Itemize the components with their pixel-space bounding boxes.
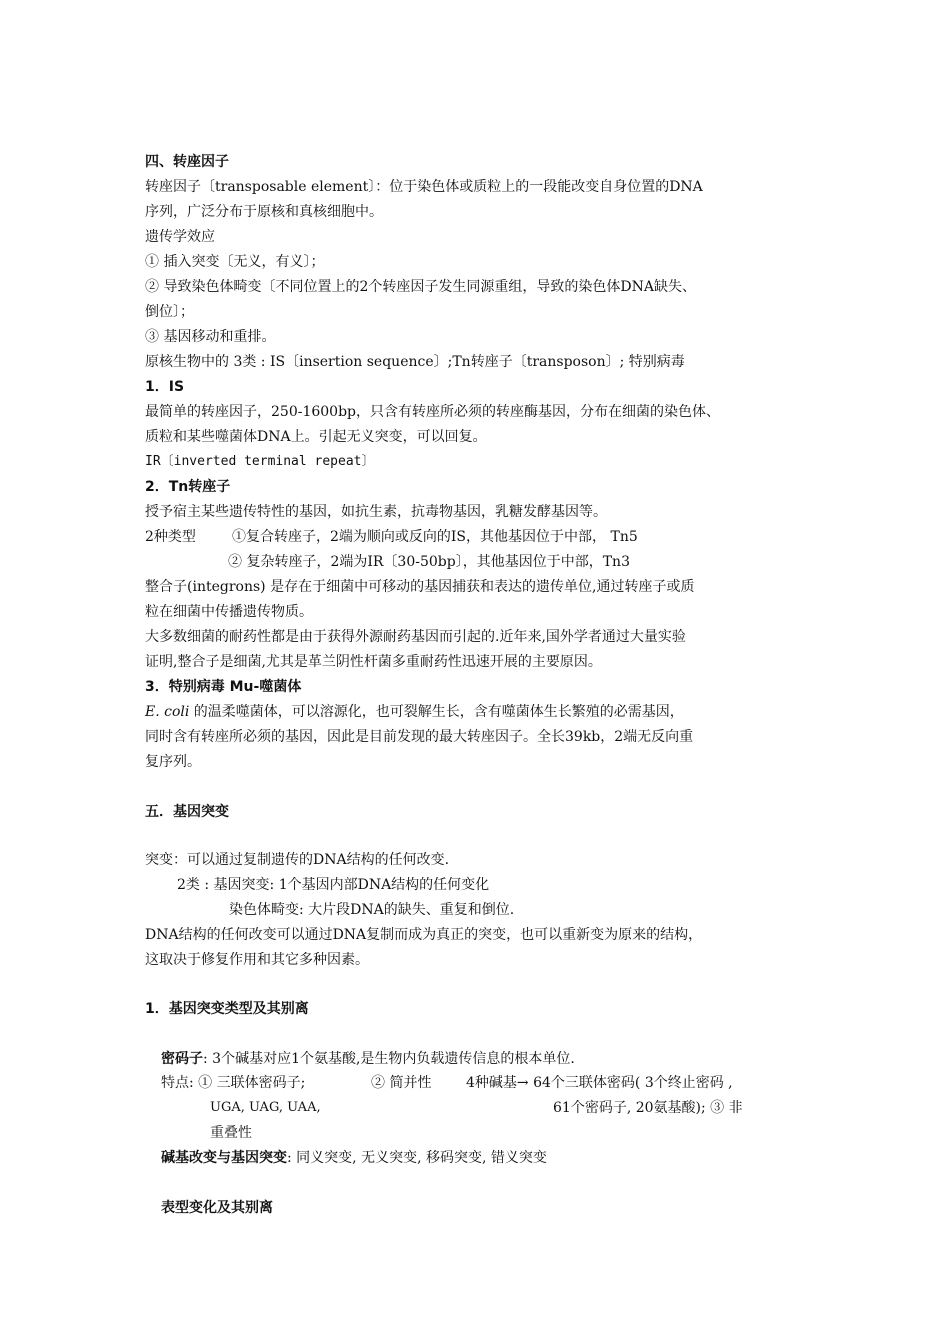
- codon-label: 密码子: [161, 1051, 203, 1067]
- dna-change-line-1: DNA结构的任何改变可以通过DNA复制而成为真正的突变，也可以重新变为原来的结构，: [145, 927, 703, 943]
- genetic-effect-title: 遗传学效应: [145, 229, 215, 245]
- tn-heading: 2．Tn转座子: [145, 479, 231, 495]
- feature-part-f: 重叠性: [210, 1125, 252, 1141]
- subsection-1-heading: 1．基因突变类型及其别离: [145, 1001, 309, 1017]
- feature-part-b: ② 简并性: [371, 1075, 432, 1091]
- genetic-effect-3: ③ 基因移动和重排。: [145, 329, 276, 345]
- mu-text-line-1: [145, 700, 684, 724]
- base-change-text: : 同义突变, 无义突变, 移码突变, 错义突变: [287, 1150, 547, 1166]
- genetic-effect-1: ① 插入突变〔无义，有义〕；: [145, 254, 325, 270]
- is-text-line-2: 质粒和某些噬菌体DNA上。引起无义突变，可以回复。: [145, 429, 487, 445]
- mu-heading: 3．特别病毒 Mu-噬菌体: [145, 679, 302, 695]
- base-change-label: 碱基改变与基因突变: [161, 1150, 287, 1166]
- codon-text: : 3个碱基对应1个氨基酸,是生物内负载遗传信息的根本单位.: [203, 1051, 575, 1067]
- is-heading: 1．IS: [145, 379, 185, 395]
- feature-part-a: 特点: ① 三联体密码子;: [161, 1075, 306, 1091]
- is-text-line-1: 最简单的转座因子，250-1600bp，只含有转座所必须的转座酶基因，分布在细菌的染色体、: [145, 404, 721, 420]
- mu-text-line-3: 复序列。: [145, 754, 201, 770]
- section-4-heading: 四、转座因子: [145, 154, 229, 170]
- integron-line-1: 整合子(integrons) 是存在于细菌中可移动的基因捕获和表达的遗传单位,通过转座子或质: [145, 579, 695, 595]
- genetic-effect-2-line-2: 倒位〕；: [145, 304, 194, 320]
- dna-change-line-2: 这取决于修复作用和其它多种因素。: [145, 952, 369, 968]
- transposon-definition-line-1: 转座因子〔transposable element〕：位于染色体或质粒上的一段能改变自身位置的DNA: [145, 179, 703, 195]
- tn-text-line-1: 授予宿主某些遗传特性的基因，如抗生素，抗毒物基因，乳糖发酵基因等。: [145, 504, 607, 520]
- section-5-heading: 五．基因突变: [145, 804, 229, 820]
- feature-part-c: 4种碱基→ 64个三联体密码( 3个终止密码 ,: [466, 1075, 733, 1091]
- codon-line: [161, 1047, 575, 1071]
- feature-part-e: 61个密码子, 20氨基酸); ③ 非: [553, 1100, 743, 1116]
- tn-types-label: 2种类型: [145, 529, 196, 545]
- transposon-definition-line-2: 序列，广泛分布于原核和真核细胞中。: [145, 204, 383, 220]
- ir-text: IR〔inverted terminal repeat〕: [145, 454, 375, 469]
- feature-part-d: UGA, UAG, UAA,: [210, 1100, 321, 1115]
- mutation-types-line-2: 染色体畸变: 大片段DNA的缺失、重复和倒位.: [229, 902, 515, 918]
- base-change-line: [161, 1146, 547, 1170]
- tn-type-1: ①复合转座子，2端为顺向或反向的IS，其他基因位于中部， Tn5: [232, 529, 638, 545]
- prokaryote-types: 原核生物中的 3类 : IS〔insertion sequence〕;Tn转座子〔transposon〕; 特别病毒: [145, 354, 685, 370]
- tn-type-2: ② 复杂转座子，2端为IR〔30-50bp〕，其他基因位于中部，Tn3: [228, 554, 630, 570]
- resistance-line-2: 证明,整合子是细菌,尤其是革兰阴性杆菌多重耐药性迅速开展的主要原因。: [145, 654, 602, 670]
- mutation-definition: 突变：可以通过复制遗传的DNA结构的任何改变.: [145, 852, 450, 868]
- mutation-types-line-1: 2类 : 基因突变: 1个基因内部DNA结构的任何变化: [177, 877, 490, 893]
- phenotype-heading: 表型变化及其别离: [161, 1200, 273, 1216]
- integron-line-2: 粒在细菌中传播遗传物质。: [145, 604, 313, 620]
- mu-text-line-1-rest: 的温柔噬菌体，可以溶源化，也可裂解生长，含有噬菌体生长繁殖的必需基因，: [189, 704, 684, 720]
- mu-text-line-2: 同时含有转座所必须的基因，因此是目前发现的最大转座因子。全长39kb，2端无反向重: [145, 729, 694, 745]
- ecoli-name: E. coli: [145, 704, 190, 720]
- resistance-line-1: 大多数细菌的耐药性都是由于获得外源耐药基因而引起的.近年来,国外学者通过大量实验: [145, 629, 686, 645]
- genetic-effect-2-line-1: ② 导致染色体畸变〔不同位置上的2个转座因子发生同源重组，导致的染色体DNA缺失、: [145, 279, 696, 295]
